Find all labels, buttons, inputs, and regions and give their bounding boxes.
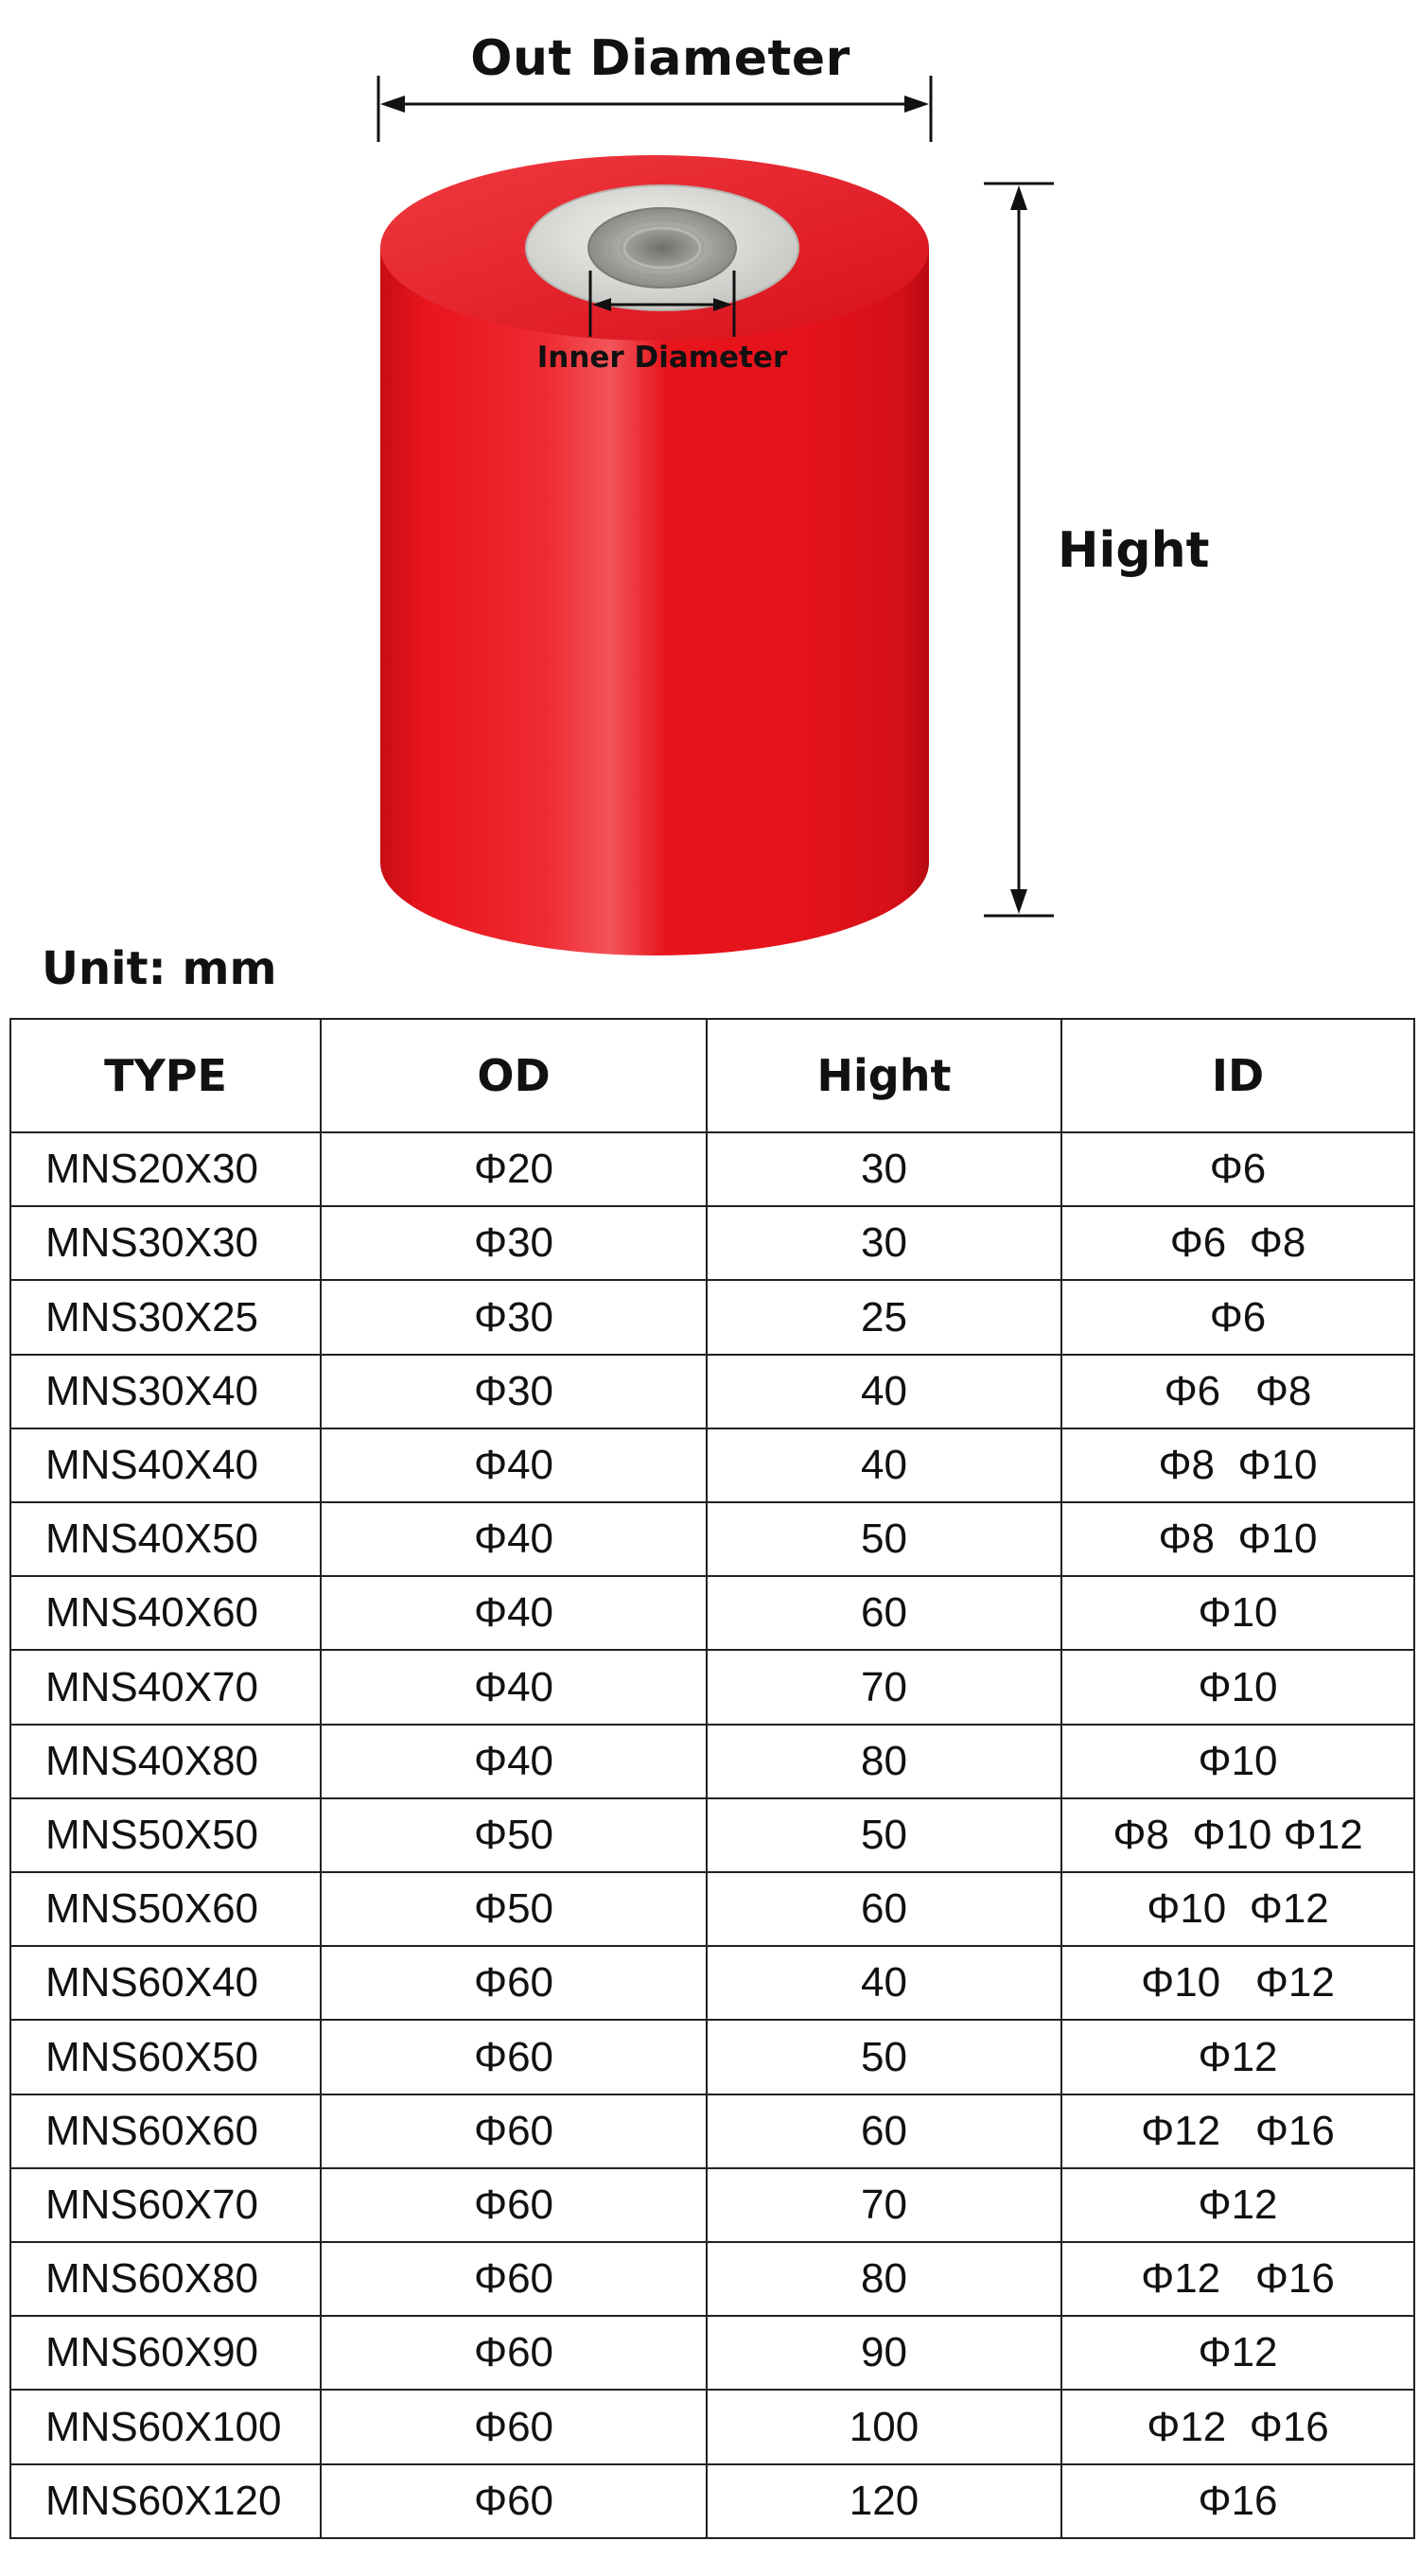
cell-od: Φ60 <box>321 2242 707 2316</box>
cell-id: Φ12 <box>1061 2316 1414 2390</box>
cell-od: Φ60 <box>321 2316 707 2390</box>
cell-height: 30 <box>707 1132 1061 1206</box>
table-row <box>10 1502 1414 1576</box>
cell-height: 50 <box>707 1798 1061 1872</box>
inner-diameter-label: Inner Diameter <box>536 341 788 375</box>
cell-od: Φ30 <box>321 1280 707 1354</box>
cell-height: 90 <box>707 2316 1061 2390</box>
cell-type: MNS50X60 <box>10 1872 321 1946</box>
cell-od: Φ40 <box>321 1576 707 1650</box>
unit-label: Unit: mm <box>42 942 277 995</box>
header-od: OD <box>321 1019 707 1132</box>
cell-od: Φ60 <box>321 2094 707 2168</box>
cell-id: Φ10 Φ12 <box>1061 1872 1414 1946</box>
table-header-row <box>10 1019 1414 1132</box>
cell-height: 40 <box>707 1355 1061 1428</box>
cell-od: Φ20 <box>321 1132 707 1206</box>
cell-height: 40 <box>707 1946 1061 2020</box>
cell-type: MNS40X70 <box>10 1650 321 1724</box>
table-row <box>10 2316 1414 2390</box>
header-height: Hight <box>707 1019 1061 1132</box>
cell-type: MNS30X30 <box>10 1206 321 1280</box>
cell-id: Φ8 Φ10 <box>1061 1428 1414 1502</box>
cell-type: MNS60X70 <box>10 2168 321 2242</box>
cell-type: MNS60X100 <box>10 2390 321 2463</box>
insulator-illustration <box>0 0 1419 965</box>
cell-height: 60 <box>707 1576 1061 1650</box>
cell-od: Φ50 <box>321 1872 707 1946</box>
header-id: ID <box>1061 1019 1414 1132</box>
cell-id: Φ10 <box>1061 1725 1414 1798</box>
cell-height: 80 <box>707 2242 1061 2316</box>
table-row <box>10 1280 1414 1354</box>
cell-type: MNS30X25 <box>10 1280 321 1354</box>
cell-od: Φ60 <box>321 2390 707 2463</box>
table-row <box>10 1576 1414 1650</box>
out-diameter-label: Out Diameter <box>470 30 850 87</box>
table-row <box>10 2094 1414 2168</box>
cell-type: MNS60X90 <box>10 2316 321 2390</box>
cell-type: MNS50X50 <box>10 1798 321 1872</box>
cell-id: Φ12 Φ16 <box>1061 2094 1414 2168</box>
cell-od: Φ30 <box>321 1206 707 1280</box>
cell-height: 60 <box>707 1872 1061 1946</box>
cell-type: MNS60X60 <box>10 2094 321 2168</box>
header-type: TYPE <box>10 1019 321 1132</box>
cell-od: Φ30 <box>321 1355 707 1428</box>
table-row <box>10 1132 1414 1206</box>
cell-height: 100 <box>707 2390 1061 2463</box>
table-row <box>10 1355 1414 1428</box>
cell-id: Φ8 Φ10 Φ12 <box>1061 1798 1414 1872</box>
cell-od: Φ60 <box>321 2020 707 2094</box>
cell-type: MNS40X60 <box>10 1576 321 1650</box>
cell-type: MNS30X40 <box>10 1355 321 1428</box>
cell-od: Φ40 <box>321 1502 707 1576</box>
cell-od: Φ40 <box>321 1725 707 1798</box>
cell-id: Φ8 Φ10 <box>1061 1502 1414 1576</box>
cell-id: Φ10 Φ12 <box>1061 1946 1414 2020</box>
cell-height: 80 <box>707 1725 1061 1798</box>
cell-id: Φ12 Φ16 <box>1061 2390 1414 2463</box>
cell-od: Φ40 <box>321 1428 707 1502</box>
cell-type: MNS20X30 <box>10 1132 321 1206</box>
cell-od: Φ50 <box>321 1798 707 1872</box>
cell-type: MNS60X80 <box>10 2242 321 2316</box>
product-diagram <box>0 0 1419 965</box>
cell-id: Φ10 <box>1061 1650 1414 1724</box>
cell-height: 30 <box>707 1206 1061 1280</box>
cell-height: 70 <box>707 1650 1061 1724</box>
table-row <box>10 2464 1414 2538</box>
cell-height: 40 <box>707 1428 1061 1502</box>
table-row <box>10 2242 1414 2316</box>
table-row <box>10 1206 1414 1280</box>
cell-type: MNS40X80 <box>10 1725 321 1798</box>
table-row <box>10 2390 1414 2463</box>
spec-table <box>9 1018 1415 2539</box>
cell-id: Φ6 <box>1061 1132 1414 1206</box>
cell-od: Φ60 <box>321 1946 707 2020</box>
cell-id: Φ12 <box>1061 2168 1414 2242</box>
cell-od: Φ60 <box>321 2464 707 2538</box>
cell-height: 70 <box>707 2168 1061 2242</box>
table-row <box>10 1725 1414 1798</box>
cell-type: MNS60X50 <box>10 2020 321 2094</box>
table-row <box>10 2020 1414 2094</box>
table-row <box>10 1946 1414 2020</box>
cell-id: Φ12 <box>1061 2020 1414 2094</box>
cell-height: 25 <box>707 1280 1061 1354</box>
cell-type: MNS40X50 <box>10 1502 321 1576</box>
cell-id: Φ16 <box>1061 2464 1414 2538</box>
height-dimension <box>984 184 1054 916</box>
table-row <box>10 2168 1414 2242</box>
cell-type: MNS40X40 <box>10 1428 321 1502</box>
cell-height: 50 <box>707 2020 1061 2094</box>
height-label: Hight <box>1058 522 1210 579</box>
cell-height: 120 <box>707 2464 1061 2538</box>
cell-height: 60 <box>707 2094 1061 2168</box>
cell-type: MNS60X40 <box>10 1946 321 2020</box>
table-row <box>10 1872 1414 1946</box>
cell-id: Φ10 <box>1061 1576 1414 1650</box>
table-body <box>10 1132 1414 2538</box>
insulator-body <box>380 155 929 955</box>
cell-type: MNS60X120 <box>10 2464 321 2538</box>
table-row <box>10 1650 1414 1724</box>
table-row <box>10 1428 1414 1502</box>
cell-od: Φ60 <box>321 2168 707 2242</box>
cell-id: Φ6 <box>1061 1280 1414 1354</box>
cell-id: Φ6 Φ8 <box>1061 1206 1414 1280</box>
cell-id: Φ12 Φ16 <box>1061 2242 1414 2316</box>
table-row <box>10 1798 1414 1872</box>
cell-height: 50 <box>707 1502 1061 1576</box>
cell-od: Φ40 <box>321 1650 707 1724</box>
cell-id: Φ6 Φ8 <box>1061 1355 1414 1428</box>
